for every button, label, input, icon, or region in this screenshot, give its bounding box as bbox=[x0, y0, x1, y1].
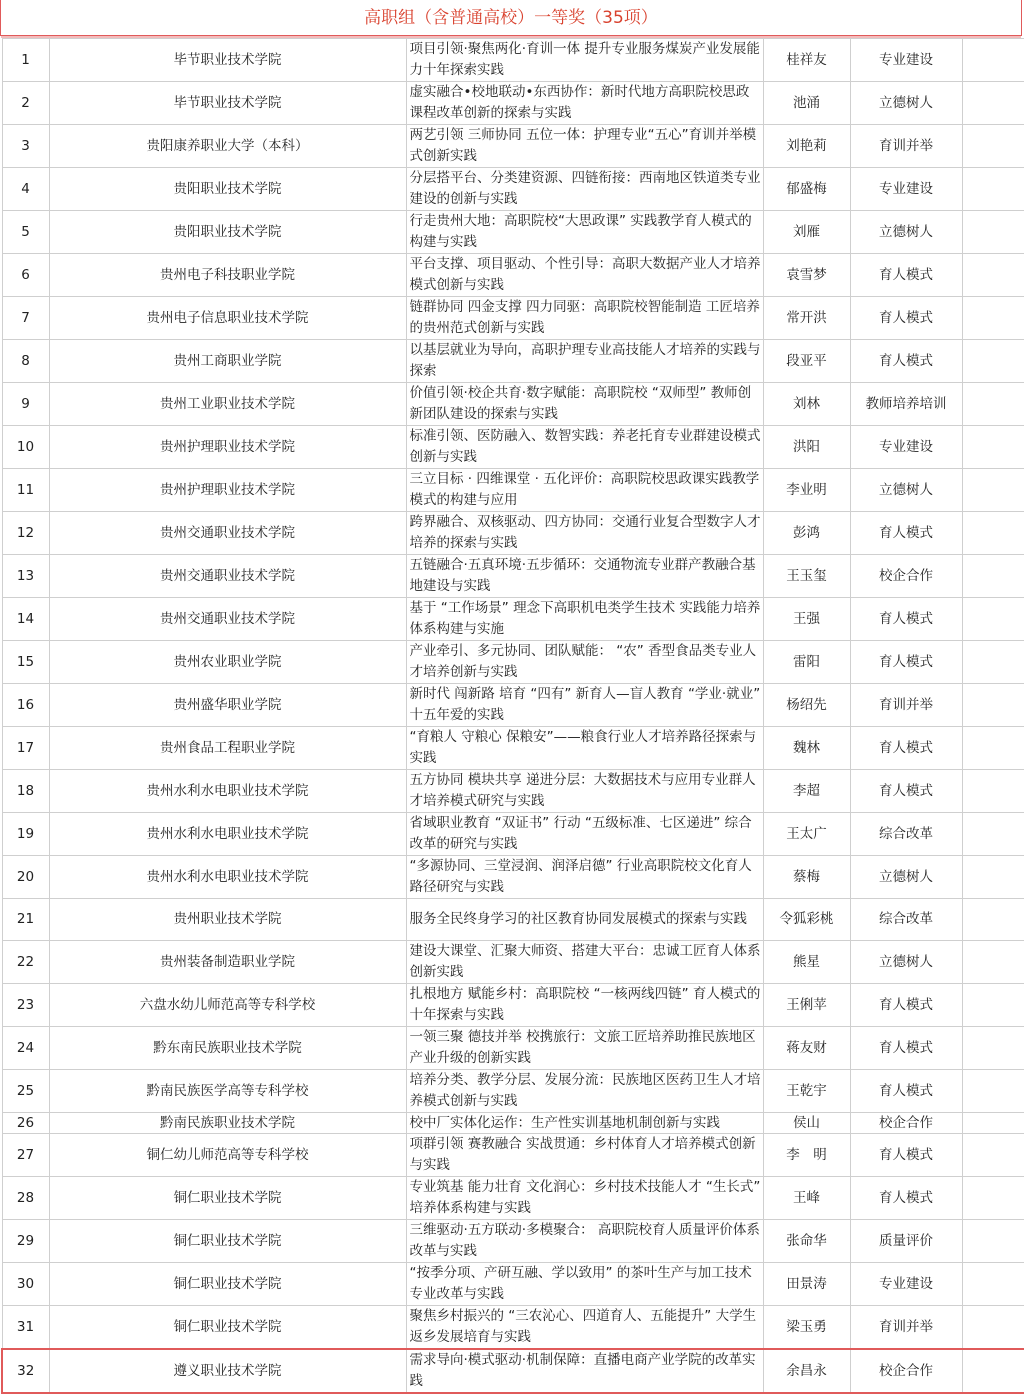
row-number: 17 bbox=[2, 727, 49, 770]
project-title: 五方协同 模块共享 递进分层：大数据技术与应用专业群人才培养模式研究与实践 bbox=[406, 770, 763, 813]
school-name: 贵州工商职业学院 bbox=[49, 340, 406, 383]
row-number: 31 bbox=[2, 1306, 49, 1350]
table-row bbox=[2, 1070, 1024, 1113]
empty-cell bbox=[962, 770, 1024, 813]
empty-cell bbox=[962, 1027, 1024, 1070]
row-number: 3 bbox=[2, 125, 49, 168]
empty-cell bbox=[962, 598, 1024, 641]
row-number: 5 bbox=[2, 211, 49, 254]
table-row bbox=[2, 856, 1024, 899]
table-row bbox=[2, 727, 1024, 770]
table-row bbox=[2, 1177, 1024, 1220]
project-title: 三立目标 · 四维课堂 · 五化评价：高职院校思政课实践教学模式的构建与应用 bbox=[406, 469, 763, 512]
category: 综合改革 bbox=[850, 813, 962, 856]
row-number: 4 bbox=[2, 168, 49, 211]
table-row bbox=[2, 684, 1024, 727]
school-name: 贵州电子信息职业技术学院 bbox=[49, 297, 406, 340]
table-row bbox=[2, 770, 1024, 813]
project-title: 需求导向·模式驱动·机制保障：直播电商产业学院的改革实践 bbox=[406, 1349, 763, 1393]
category: 育人模式 bbox=[850, 598, 962, 641]
lead-person: 杨绍先 bbox=[763, 684, 850, 727]
category: 育人模式 bbox=[850, 297, 962, 340]
school-name: 贵州护理职业技术学院 bbox=[49, 426, 406, 469]
lead-person: 张命华 bbox=[763, 1220, 850, 1263]
lead-person: 蔡梅 bbox=[763, 856, 850, 899]
school-name: 黔南民族职业技术学院 bbox=[49, 1113, 406, 1134]
table-title-bar bbox=[0, 0, 1022, 36]
row-number: 18 bbox=[2, 770, 49, 813]
category: 质量评价 bbox=[850, 1220, 962, 1263]
category: 综合改革 bbox=[850, 899, 962, 941]
lead-person: 桂祥友 bbox=[763, 39, 850, 82]
category: 专业建设 bbox=[850, 426, 962, 469]
category: 育人模式 bbox=[850, 1070, 962, 1113]
school-name: 毕节职业技术学院 bbox=[49, 39, 406, 82]
category: 育人模式 bbox=[850, 984, 962, 1027]
row-number: 8 bbox=[2, 340, 49, 383]
project-title: 一领三聚 德技并举 校携旅行：文旅工匠培养助推民族地区产业升级的创新实践 bbox=[406, 1027, 763, 1070]
table-row bbox=[2, 1027, 1024, 1070]
row-number: 13 bbox=[2, 555, 49, 598]
row-number: 6 bbox=[2, 254, 49, 297]
row-number: 23 bbox=[2, 984, 49, 1027]
category: 立德树人 bbox=[850, 469, 962, 512]
row-number: 26 bbox=[2, 1113, 49, 1134]
project-title: 专业筑基 能力壮育 文化润心：乡村技术技能人才 “生长式” 培养体系构建与实践 bbox=[406, 1177, 763, 1220]
table-row bbox=[2, 39, 1024, 82]
lead-person: 袁雪梦 bbox=[763, 254, 850, 297]
table-row bbox=[2, 1113, 1024, 1134]
row-number: 19 bbox=[2, 813, 49, 856]
project-title: 服务全民终身学习的社区教育协同发展模式的探索与实践 bbox=[406, 899, 763, 941]
empty-cell bbox=[962, 82, 1024, 125]
empty-cell bbox=[962, 984, 1024, 1027]
school-name: 贵州水利水电职业技术学院 bbox=[49, 770, 406, 813]
school-name: 铜仁职业技术学院 bbox=[49, 1177, 406, 1220]
empty-cell bbox=[962, 1070, 1024, 1113]
table-row bbox=[2, 168, 1024, 211]
category: 育人模式 bbox=[850, 770, 962, 813]
empty-cell bbox=[962, 684, 1024, 727]
project-title: 基于 “工作场景” 理念下高职机电类学生技术 实践能力培养体系构建与实施 bbox=[406, 598, 763, 641]
lead-person: 侯山 bbox=[763, 1113, 850, 1134]
award-table bbox=[1, 38, 1024, 1394]
row-number: 7 bbox=[2, 297, 49, 340]
table-row bbox=[2, 469, 1024, 512]
project-title: 新时代 闯新路 培育 “四有” 新育人—盲人教育 “学业·就业” 十五年爱的实践 bbox=[406, 684, 763, 727]
project-title: 平台支撑、项目驱动、个性引导：高职大数据产业人才培养模式创新与实践 bbox=[406, 254, 763, 297]
table-row bbox=[2, 125, 1024, 168]
table-row bbox=[2, 598, 1024, 641]
table-row bbox=[2, 1306, 1024, 1350]
category: 育人模式 bbox=[850, 1177, 962, 1220]
category: 专业建设 bbox=[850, 168, 962, 211]
empty-cell bbox=[962, 899, 1024, 941]
project-title: 标准引领、医防融入、数智实践：养老托育专业群建设模式创新与实践 bbox=[406, 426, 763, 469]
project-title: 链群协同 四金支撑 四力同驱：高职院校智能制造 工匠培养的贵州范式创新与实践 bbox=[406, 297, 763, 340]
project-title: 三维驱动·五方联动·多模聚合： 高职院校育人质量评价体系改革与实践 bbox=[406, 1220, 763, 1263]
lead-person: 王太广 bbox=[763, 813, 850, 856]
table-row bbox=[2, 641, 1024, 684]
lead-person: 常开洪 bbox=[763, 297, 850, 340]
lead-person: 魏林 bbox=[763, 727, 850, 770]
category: 校企合作 bbox=[850, 555, 962, 598]
project-title: 扎根地方 赋能乡村：高职院校 “一核两线四链” 育人模式的十年探索与实践 bbox=[406, 984, 763, 1027]
empty-cell bbox=[962, 125, 1024, 168]
empty-cell bbox=[962, 555, 1024, 598]
school-name: 贵州盛华职业学院 bbox=[49, 684, 406, 727]
row-number: 14 bbox=[2, 598, 49, 641]
empty-cell bbox=[962, 1220, 1024, 1263]
empty-cell bbox=[962, 1134, 1024, 1177]
row-number: 9 bbox=[2, 383, 49, 426]
empty-cell bbox=[962, 1349, 1024, 1393]
empty-cell bbox=[962, 856, 1024, 899]
project-title: 培养分类、教学分层、发展分流：民族地区医药卫生人才培养模式创新与实践 bbox=[406, 1070, 763, 1113]
project-title: “按季分项、产研互融、学以致用” 的茶叶生产与加工技术专业改革与实践 bbox=[406, 1263, 763, 1306]
table-row bbox=[2, 211, 1024, 254]
school-name: 贵州食品工程职业学院 bbox=[49, 727, 406, 770]
row-number: 25 bbox=[2, 1070, 49, 1113]
lead-person: 段亚平 bbox=[763, 340, 850, 383]
school-name: 贵州农业职业学院 bbox=[49, 641, 406, 684]
school-name: 铜仁职业技术学院 bbox=[49, 1220, 406, 1263]
school-name: 贵州工业职业技术学院 bbox=[49, 383, 406, 426]
empty-cell bbox=[962, 469, 1024, 512]
project-title: 分层搭平台、分类建资源、四链衔接：西南地区铁道类专业建设的创新与实践 bbox=[406, 168, 763, 211]
project-title: 聚焦乡村振兴的 “三农沁心、四道育人、五能提升” 大学生返乡发展培育与实践 bbox=[406, 1306, 763, 1350]
empty-cell bbox=[962, 1113, 1024, 1134]
lead-person: 刘雁 bbox=[763, 211, 850, 254]
row-number: 24 bbox=[2, 1027, 49, 1070]
school-name: 六盘水幼儿师范高等专科学校 bbox=[49, 984, 406, 1027]
category: 育人模式 bbox=[850, 512, 962, 555]
school-name: 贵阳职业技术学院 bbox=[49, 211, 406, 254]
lead-person: 彭鸿 bbox=[763, 512, 850, 555]
empty-cell bbox=[962, 254, 1024, 297]
empty-cell bbox=[962, 1177, 1024, 1220]
category: 育人模式 bbox=[850, 254, 962, 297]
row-number: 29 bbox=[2, 1220, 49, 1263]
school-name: 铜仁职业技术学院 bbox=[49, 1306, 406, 1350]
table-row bbox=[2, 941, 1024, 984]
row-number: 1 bbox=[2, 39, 49, 82]
table-row bbox=[2, 512, 1024, 555]
table-row bbox=[2, 1263, 1024, 1306]
row-number: 30 bbox=[2, 1263, 49, 1306]
empty-cell bbox=[962, 727, 1024, 770]
category: 专业建设 bbox=[850, 39, 962, 82]
award-table-body bbox=[2, 39, 1024, 1394]
lead-person: 余昌永 bbox=[763, 1349, 850, 1393]
category: 育训并举 bbox=[850, 1306, 962, 1350]
category: 育训并举 bbox=[850, 125, 962, 168]
category: 立德树人 bbox=[850, 941, 962, 984]
category: 育训并举 bbox=[850, 684, 962, 727]
school-name: 遵义职业技术学院 bbox=[49, 1349, 406, 1393]
school-name: 贵州水利水电职业技术学院 bbox=[49, 813, 406, 856]
school-name: 铜仁幼儿师范高等专科学校 bbox=[49, 1134, 406, 1177]
lead-person: 池涌 bbox=[763, 82, 850, 125]
lead-person: 王峰 bbox=[763, 1177, 850, 1220]
row-number: 11 bbox=[2, 469, 49, 512]
category: 教师培养培训 bbox=[850, 383, 962, 426]
table-row bbox=[2, 813, 1024, 856]
lead-person: 洪阳 bbox=[763, 426, 850, 469]
project-title: 两艺引领 三师协同 五位一体：护理专业“五心”育训并举模式创新实践 bbox=[406, 125, 763, 168]
lead-person: 李 明 bbox=[763, 1134, 850, 1177]
table-row bbox=[2, 1134, 1024, 1177]
category: 育人模式 bbox=[850, 1134, 962, 1177]
lead-person: 田景涛 bbox=[763, 1263, 850, 1306]
row-number: 16 bbox=[2, 684, 49, 727]
school-name: 毕节职业技术学院 bbox=[49, 82, 406, 125]
row-number: 21 bbox=[2, 899, 49, 941]
table-row bbox=[2, 1349, 1024, 1393]
school-name: 贵阳职业技术学院 bbox=[49, 168, 406, 211]
table-row bbox=[2, 426, 1024, 469]
table-row bbox=[2, 899, 1024, 941]
empty-cell bbox=[962, 168, 1024, 211]
lead-person: 王乾宇 bbox=[763, 1070, 850, 1113]
lead-person: 雷阳 bbox=[763, 641, 850, 684]
category: 立德树人 bbox=[850, 211, 962, 254]
school-name: 贵州交通职业技术学院 bbox=[49, 512, 406, 555]
lead-person: 刘艳莉 bbox=[763, 125, 850, 168]
empty-cell bbox=[962, 641, 1024, 684]
project-title: 建设大课堂、汇聚大师资、搭建大平台：忠诚工匠育人体系创新实践 bbox=[406, 941, 763, 984]
empty-cell bbox=[962, 941, 1024, 984]
table-row bbox=[2, 297, 1024, 340]
row-number: 28 bbox=[2, 1177, 49, 1220]
table-row bbox=[2, 984, 1024, 1027]
row-number: 27 bbox=[2, 1134, 49, 1177]
category: 育人模式 bbox=[850, 340, 962, 383]
category: 专业建设 bbox=[850, 1263, 962, 1306]
lead-person: 刘林 bbox=[763, 383, 850, 426]
lead-person: 李业明 bbox=[763, 469, 850, 512]
school-name: 贵州电子科技职业学院 bbox=[49, 254, 406, 297]
empty-cell bbox=[962, 1306, 1024, 1350]
project-title: 项群引领 赛教融合 实战贯通：乡村体育人才培养模式创新与实践 bbox=[406, 1134, 763, 1177]
empty-cell bbox=[962, 340, 1024, 383]
row-number: 32 bbox=[2, 1349, 49, 1393]
category: 育人模式 bbox=[850, 1027, 962, 1070]
category: 育人模式 bbox=[850, 727, 962, 770]
table-row bbox=[2, 1220, 1024, 1263]
project-title: 行走贵州大地：高职院校“大思政课” 实践教学育人模式的构建与实践 bbox=[406, 211, 763, 254]
table-row bbox=[2, 82, 1024, 125]
lead-person: 梁玉勇 bbox=[763, 1306, 850, 1350]
lead-person: 郁盛梅 bbox=[763, 168, 850, 211]
project-title: 产业牵引、多元协同、团队赋能： “农” 香型食品类专业人才培养创新与实践 bbox=[406, 641, 763, 684]
row-number: 15 bbox=[2, 641, 49, 684]
row-number: 2 bbox=[2, 82, 49, 125]
lead-person: 李超 bbox=[763, 770, 850, 813]
table-row bbox=[2, 555, 1024, 598]
project-title: 项目引领·聚焦两化·育训一体 提升专业服务煤炭产业发展能力十年探索实践 bbox=[406, 39, 763, 82]
project-title: 虚实融合•校地联动•东西协作：新时代地方高职院校思政课程改革创新的探索与实践 bbox=[406, 82, 763, 125]
empty-cell bbox=[962, 512, 1024, 555]
school-name: 贵州职业技术学院 bbox=[49, 899, 406, 941]
lead-person: 熊星 bbox=[763, 941, 850, 984]
empty-cell bbox=[962, 297, 1024, 340]
project-title: 校中厂实体化运作：生产性实训基地机制创新与实践 bbox=[406, 1113, 763, 1134]
table-row bbox=[2, 254, 1024, 297]
row-number: 20 bbox=[2, 856, 49, 899]
table-row bbox=[2, 383, 1024, 426]
empty-cell bbox=[962, 813, 1024, 856]
empty-cell bbox=[962, 1263, 1024, 1306]
school-name: 贵州护理职业技术学院 bbox=[49, 469, 406, 512]
project-title: “多源协同、三堂浸润、润泽启德” 行业高职院校文化育人路径研究与实践 bbox=[406, 856, 763, 899]
school-name: 铜仁职业技术学院 bbox=[49, 1263, 406, 1306]
school-name: 黔东南民族职业技术学院 bbox=[49, 1027, 406, 1070]
empty-cell bbox=[962, 426, 1024, 469]
school-name: 贵州水利水电职业技术学院 bbox=[49, 856, 406, 899]
row-number: 10 bbox=[2, 426, 49, 469]
lead-person: 令狐彩桃 bbox=[763, 899, 850, 941]
table-row bbox=[2, 340, 1024, 383]
row-number: 12 bbox=[2, 512, 49, 555]
empty-cell bbox=[962, 39, 1024, 82]
school-name: 贵州装备制造职业学院 bbox=[49, 941, 406, 984]
project-title: 五链融合·五真环境·五步循环：交通物流专业群产教融合基地建设与实践 bbox=[406, 555, 763, 598]
empty-cell bbox=[962, 383, 1024, 426]
project-title: 价值引领·校企共育·数字赋能：高职院校 “双师型” 教师创新团队建设的探索与实践 bbox=[406, 383, 763, 426]
category: 校企合作 bbox=[850, 1349, 962, 1393]
project-title: 省域职业教育 “双证书” 行动 “五级标准、七区递进” 综合改革的研究与实践 bbox=[406, 813, 763, 856]
row-number: 22 bbox=[2, 941, 49, 984]
lead-person: 王玉玺 bbox=[763, 555, 850, 598]
project-title: “育粮人 守粮心 保粮安”——粮食行业人才培养路径探索与实践 bbox=[406, 727, 763, 770]
lead-person: 蒋友财 bbox=[763, 1027, 850, 1070]
project-title: 以基层就业为导向，高职护理专业高技能人才培养的实践与探索 bbox=[406, 340, 763, 383]
category: 立德树人 bbox=[850, 82, 962, 125]
project-title: 跨界融合、双核驱动、四方协同：交通行业复合型数字人才培养的探索与实践 bbox=[406, 512, 763, 555]
empty-cell bbox=[962, 211, 1024, 254]
category: 立德树人 bbox=[850, 856, 962, 899]
school-name: 贵州交通职业技术学院 bbox=[49, 555, 406, 598]
school-name: 黔南民族医学高等专科学校 bbox=[49, 1070, 406, 1113]
lead-person: 王强 bbox=[763, 598, 850, 641]
category: 校企合作 bbox=[850, 1113, 962, 1134]
category: 育人模式 bbox=[850, 641, 962, 684]
school-name: 贵阳康养职业大学（本科） bbox=[49, 125, 406, 168]
table-title: 高职组（含普通高校）一等奖（35项） bbox=[364, 8, 658, 28]
school-name: 贵州交通职业技术学院 bbox=[49, 598, 406, 641]
lead-person: 王俐苹 bbox=[763, 984, 850, 1027]
